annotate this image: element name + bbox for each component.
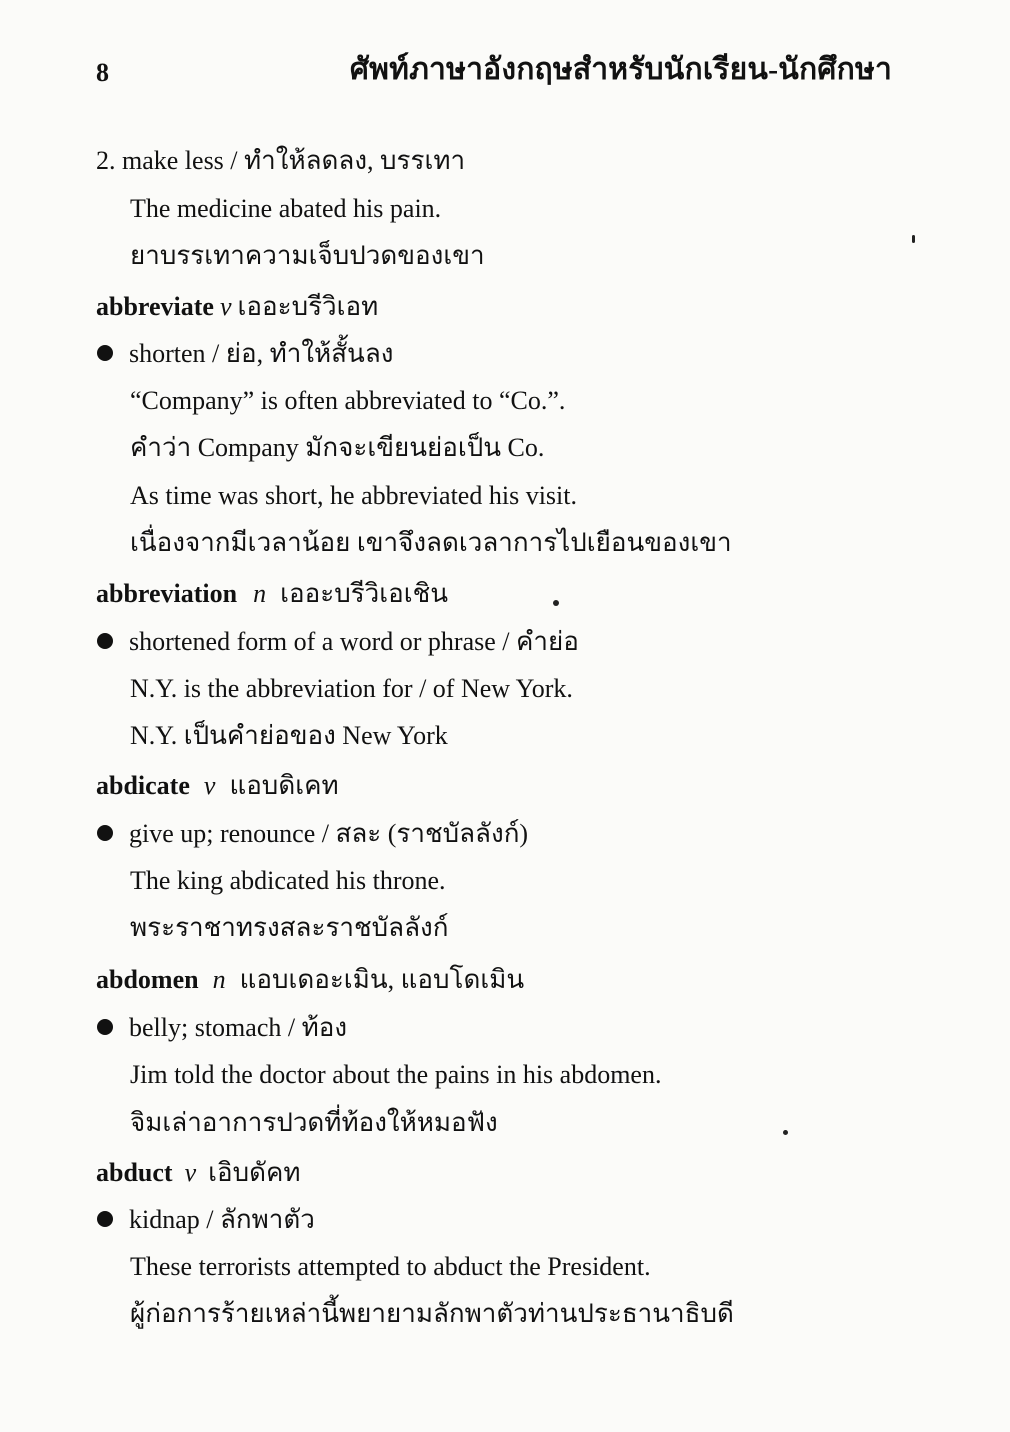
definition: belly; stomach / ท้อง [129, 1013, 348, 1042]
example-english: The medicine abated his pain. [130, 194, 442, 223]
definition: shorten / ย่อ, ทำให้สั้นลง [129, 339, 394, 368]
entry-headword-line [96, 579, 448, 609]
entry-headword-line [96, 771, 339, 801]
example-thai: N.Y. เป็นคำย่อของ New York [130, 721, 448, 750]
bullet-icon [97, 825, 113, 841]
entry-headword-line [96, 1158, 301, 1188]
part-of-speech: v [219, 292, 232, 321]
page-number: 8 [96, 58, 109, 87]
definition: kidnap / ลักพาตัว [129, 1205, 315, 1234]
example-thai: ผู้ก่อการร้ายเหล่านี้พยายามลักพาตัวท่านประธานาธิบดี [130, 1299, 734, 1328]
example-english: These terrorists attempted to abduct the President. [130, 1252, 651, 1281]
headword: abduct [96, 1158, 173, 1187]
example-thai: คำว่า Company มักจะเขียนย่อเป็น Co. [130, 433, 545, 462]
scan-speck [912, 235, 915, 243]
entry-sense-line [97, 1205, 315, 1235]
scan-speck [783, 1130, 788, 1135]
pronunciation: เออะบรีวิเอเชิน [280, 579, 449, 608]
example-thai: ยาบรรเทาความเจ็บปวดของเขา [130, 241, 485, 270]
part-of-speech: n [253, 579, 267, 608]
entry-sense-line [97, 819, 528, 849]
scan-speck [553, 600, 559, 606]
headword: abbreviation [96, 579, 238, 608]
example-english: Jim told the doctor about the pains in his abdomen. [130, 1060, 662, 1089]
pronunciation: แอบดิเคท [229, 771, 339, 800]
pronunciation: เอิบดัคท [208, 1158, 301, 1187]
sense-definition: 2. make less / ทำให้ลดลง, บรรเทา [96, 146, 466, 175]
entry-sense-line [97, 1013, 347, 1043]
entry-sense-line [97, 339, 393, 369]
example-english: N.Y. is the abbreviation for / of New York. [130, 674, 573, 703]
pronunciation: แอบเดอะเมิน, แอบโดเมิน [239, 965, 525, 994]
entry-sense-line [97, 627, 579, 657]
headword: abbreviate [96, 292, 214, 321]
definition: give up; renounce / สละ (ราชบัลลังก์) [129, 819, 529, 848]
headword: abdicate [96, 771, 190, 800]
part-of-speech: n [212, 965, 226, 994]
example-thai: พระราชาทรงสละราชบัลลังก์ [130, 913, 449, 942]
bullet-icon [97, 1019, 113, 1035]
part-of-speech: v [203, 771, 216, 800]
pronunciation: เออะบรีวิเอท [237, 292, 379, 321]
headword: abdomen [96, 965, 199, 994]
entry-headword-line [96, 292, 378, 322]
entry-headword-line [96, 965, 524, 995]
example-english: The king abdicated his throne. [130, 866, 446, 895]
definition: shortened form of a word or phrase / คำย่อ [129, 627, 579, 656]
part-of-speech: v [184, 1158, 197, 1187]
bullet-icon [97, 633, 113, 649]
example-thai: จิมเล่าอาการปวดที่ท้องให้หมอฟัง [130, 1108, 498, 1137]
example-english: As time was short, he abbreviated his visit. [130, 481, 577, 510]
bullet-icon [97, 1211, 113, 1227]
bullet-icon [97, 345, 113, 361]
example-thai: เนื่องจากมีเวลาน้อย เขาจึงลดเวลาการไปเยือนของเขา [130, 528, 732, 557]
running-title: ศัพท์ภาษาอังกฤษสำหรับนักเรียน-นักศึกษา [349, 53, 892, 86]
example-english: “Company” is often abbreviated to “Co.”. [130, 386, 566, 415]
